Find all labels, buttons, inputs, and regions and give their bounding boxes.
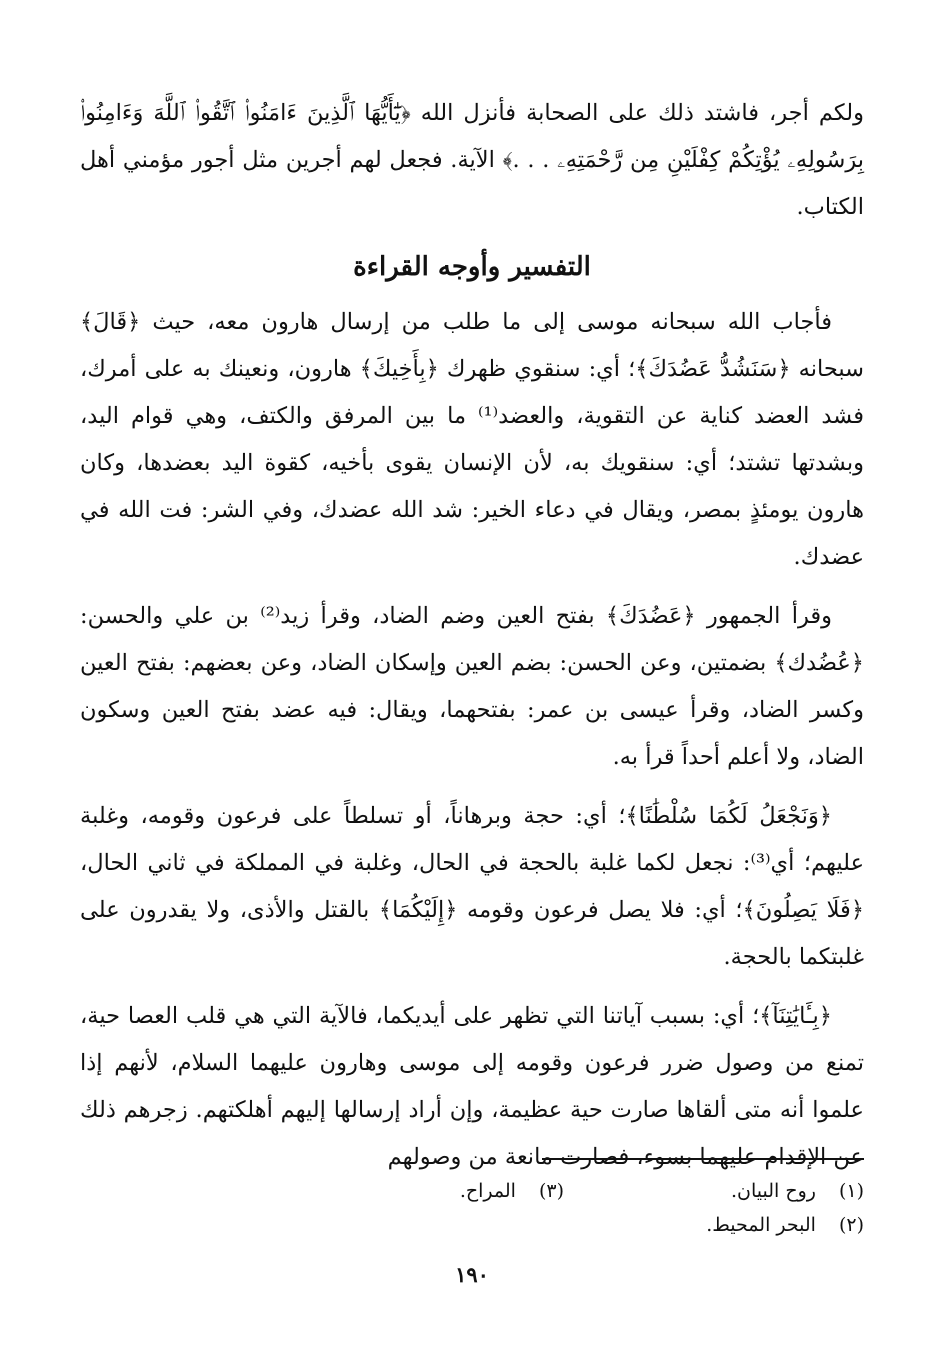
footnote-number: (١) (838, 1180, 864, 1202)
footnote-number: (٣) (538, 1180, 564, 1202)
section-heading: التفسير وأوجه القراءة (353, 252, 591, 282)
intro-paragraph: ولكم أجر، فاشتد ذلك على الصحابة فأنزل الله ﴿يَٰٓأَيُّهَا ٱلَّذِينَ ءَامَنُوا۟ ٱتَّقُوا۟ ٱللَّهَ وَءَامِنُوا۟ بِرَسُولِهِۦ يُؤْتِكُمْ كِفْلَيْنِ مِن رَّحْمَتِهِۦ . . .﴾ الآية. فجعل لهم أجرين مثل أجور مؤمني أهل الكتاب. (80, 100, 864, 220)
page-number: ١٩٠ (455, 1262, 489, 1287)
footnote-text: البحر المحيط. (706, 1214, 816, 1236)
footnote-2 (564, 1208, 864, 1242)
footnote-text: روح البيان. (730, 1180, 816, 1202)
footnote-number: (٢) (838, 1214, 864, 1236)
footnote-row (80, 1208, 864, 1242)
footnotes (80, 1174, 864, 1242)
paragraph-4: ﴿بِـَٔايَٰتِنَآ﴾؛ أي: بسبب آياتنا التي تظهر على أيديكما، فالآية التي هي قلب العصا حية، تمنع من وصول ضرر فرعون وقومه إلى موسى وهارون عليهما السلام، لأنهم إذا علموا أنه متى ألقاها صارت حية عظيمة، وإن أراد إرسالها إليهم أهلكتهم. زجرهم ذلك عن الإقدام عليهما بسوء، فصارت مانعة من وصولهم (80, 1003, 864, 1170)
footnote-divider (542, 1158, 864, 1160)
footnote-row (80, 1174, 864, 1208)
page-body (80, 90, 864, 1181)
paragraph-3: ﴿وَنَجْعَلُ لَكُمَا سُلْطَٰنًا﴾؛ أي: حجة وبرهاناً، أو تسلطاً على فرعون وقومه، وغلبة عليهم؛ أي⁽³⁾: نجعل لكما غلبة بالحجة في الحال، وغلبة في المملكة في ثاني الحال، ﴿فَلَا يَصِلُونَ﴾؛ أي: فلا يصل فرعون وقومه ﴿إِلَيْكُمَا﴾ بالقتل والأذى، ولا يقدرون على غلبتكما بالحجة. (80, 803, 865, 970)
footnote-text: المراح. (459, 1180, 516, 1202)
footnote-3 (304, 1174, 564, 1208)
paragraph-1: فأجاب الله سبحانه موسى إلى ما طلب من إرسال هارون معه، حيث ﴿قَالَ﴾ سبحانه ﴿سَنَشُدُّ عَضُدَكَ﴾؛ أي: سنقوي ظهرك ﴿بِأَخِيكَ﴾ هارون، ونعينك به على أمرك، فشد العضد كناية عن التقوية، والعضد⁽¹⁾ ما بين المرفق والكتف، وهي قوام اليد، وبشدتها تشتد؛ أي: سنقويك به، لأن الإنسان يقوى بأخيه، كقوة اليد بعضدها، وكان هارون يومئذٍ بمصر، ويقال في دعاء الخير: شد الله عضدك، وفي الشر: فت الله في عضدك. (80, 309, 864, 570)
footnote-1 (564, 1174, 864, 1208)
paragraph-2: وقرأ الجمهور ﴿عَضُدَكَ﴾ بفتح العين وضم الضاد، وقرأ زيد⁽²⁾ بن علي والحسن: ﴿عُضُدك﴾ بضمتين، وعن الحسن: بضم العين وإسكان الضاد، وعن بعضهم: بفتح العين وكسر الضاد، وقرأ عيسى بن عمر: بفتحهما، ويقال: فيه عضد بفتح العين وسكون الضاد، ولا أعلم أحداً قرأ به. (80, 603, 864, 770)
